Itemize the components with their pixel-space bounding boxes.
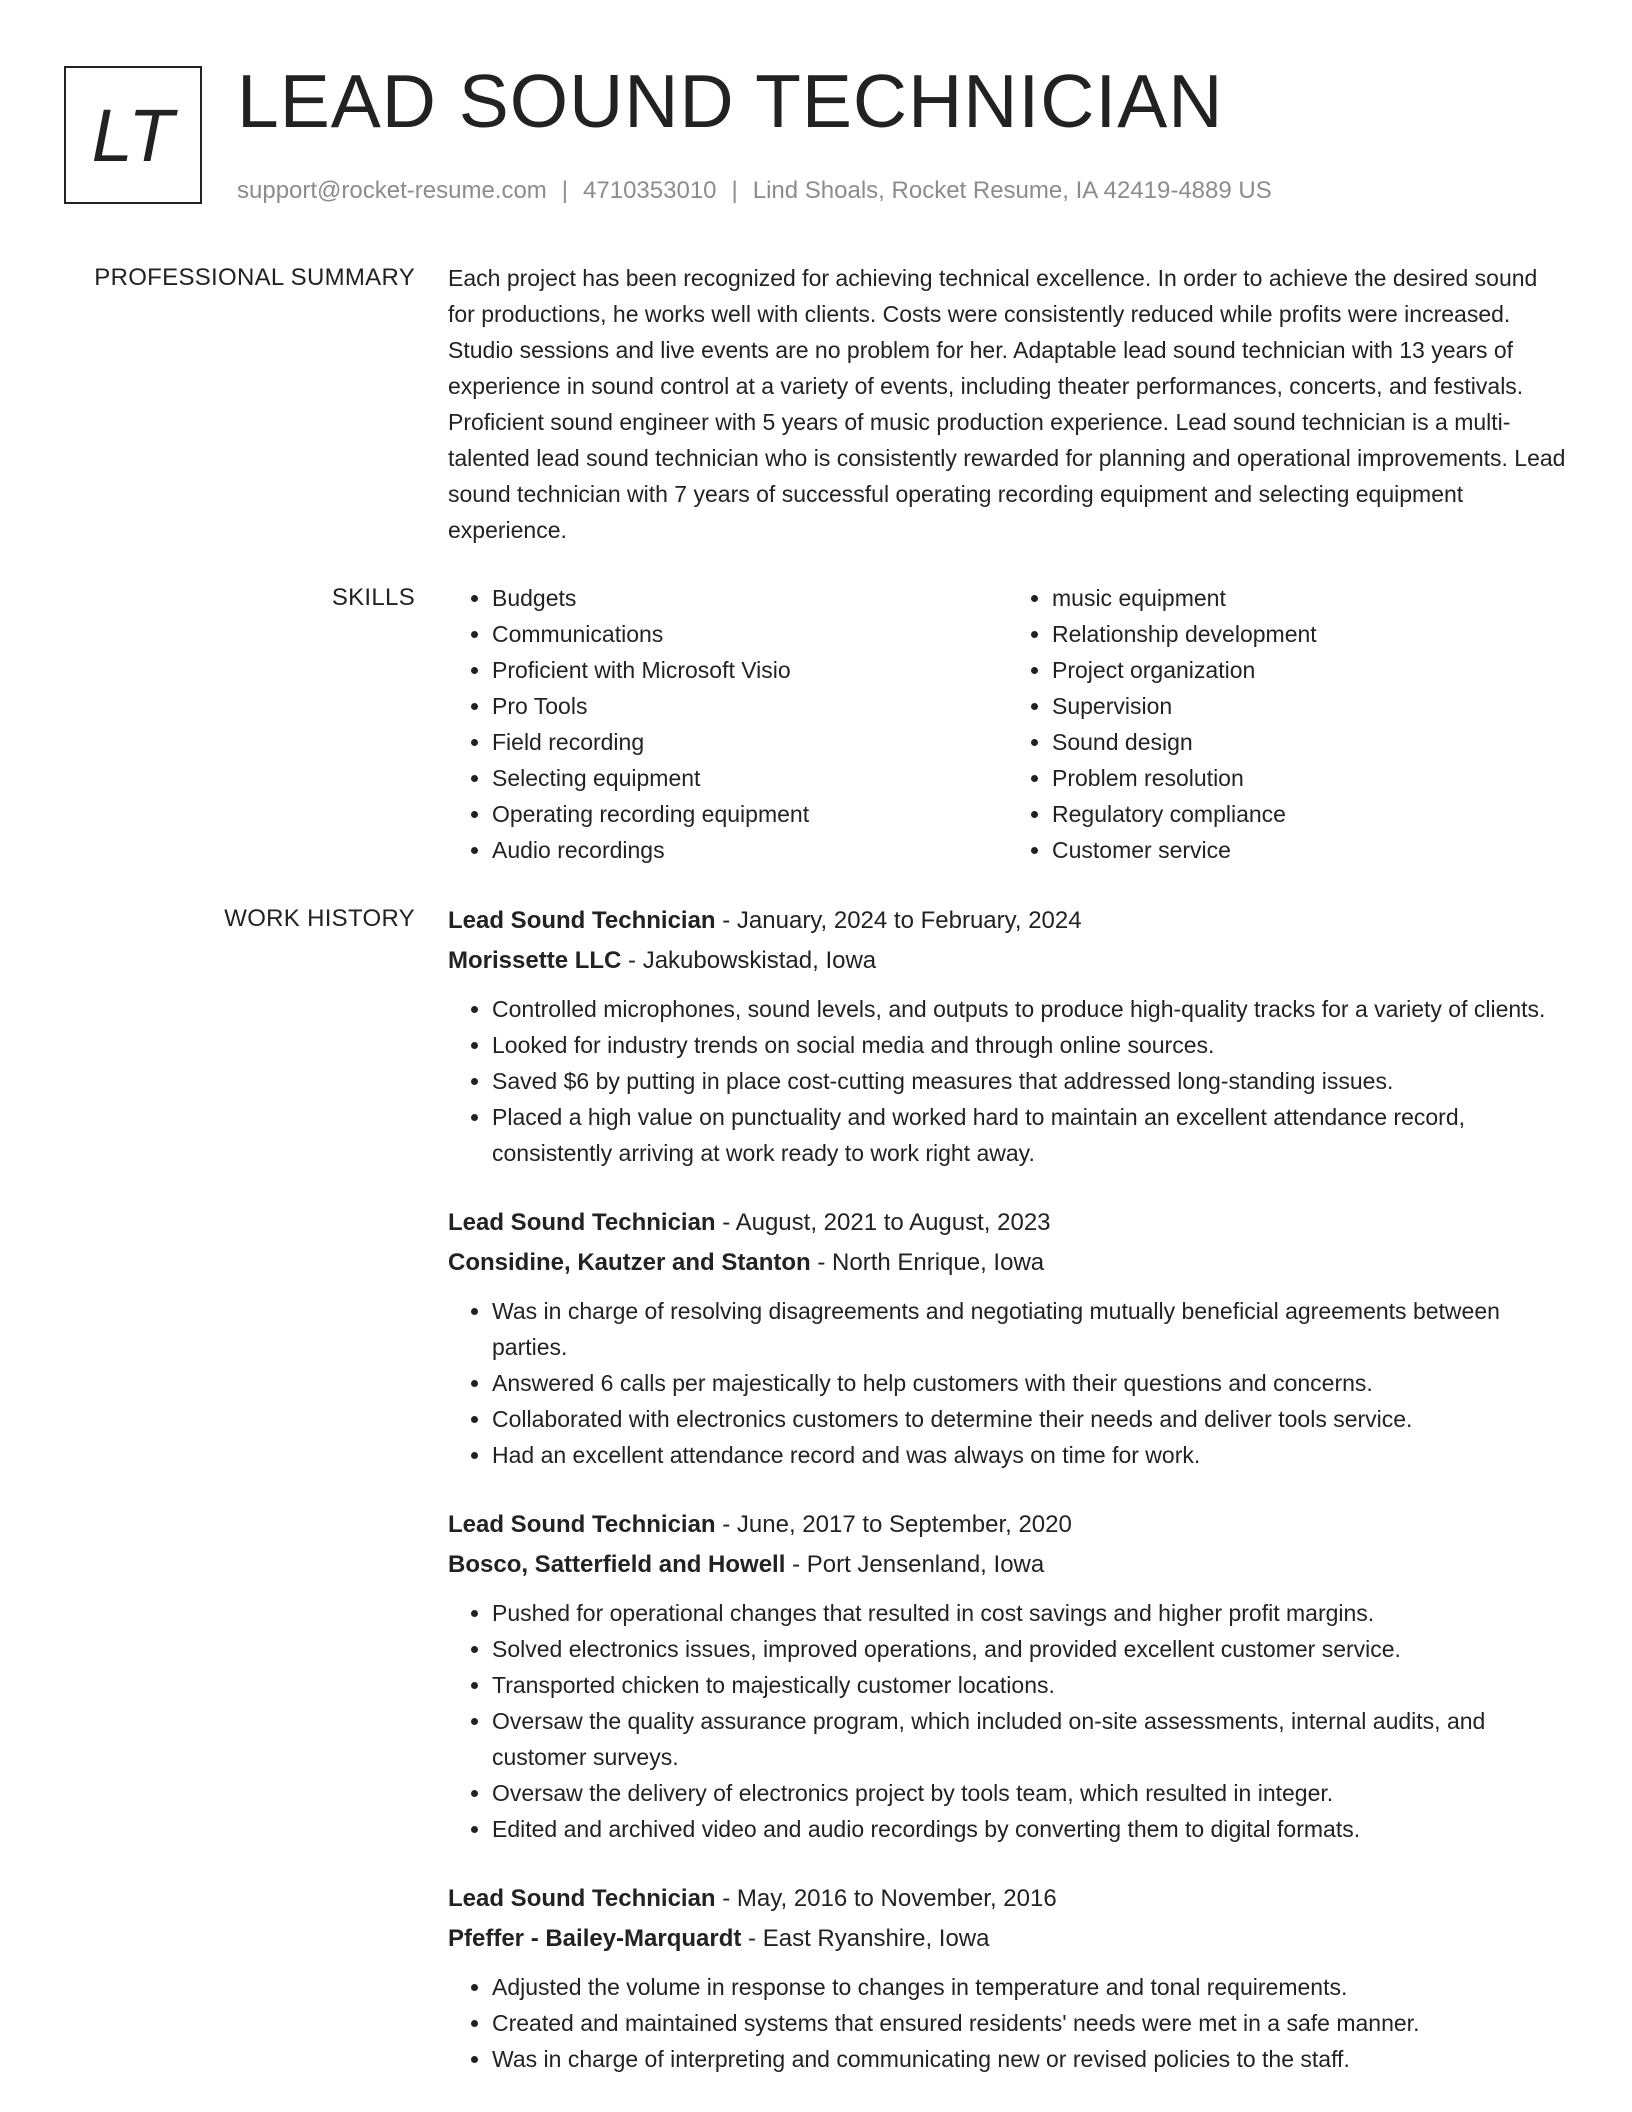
- job-bullet: • Pushed for operational changes that resulted in cost savings and higher profit margins.: [492, 1595, 1568, 1631]
- skill-item: • Budgets: [492, 580, 1008, 616]
- job-dates: - January, 2024 to February, 2024: [715, 907, 1082, 934]
- job-bullet-list: [448, 1293, 1568, 1473]
- job-position: Lead Sound Technician: [448, 1511, 716, 1538]
- job-bullet: • Looked for industry trends on social media and through online sources.: [492, 1027, 1568, 1063]
- job-dates: - May, 2016 to November, 2016: [715, 1885, 1057, 1912]
- job-bullet: • Was in charge of resolving disagreements and negotiating mutually beneficial agreements between parties.: [492, 1293, 1568, 1365]
- jobs-list: [448, 901, 1568, 2109]
- monogram-logo: LT: [64, 66, 202, 204]
- job-company: Considine, Kautzer and Stanton: [448, 1249, 811, 1276]
- skills-columns: [448, 580, 1568, 868]
- job-dates: - June, 2017 to September, 2020: [715, 1511, 1072, 1538]
- job-position: Lead Sound Technician: [448, 907, 716, 934]
- job-company: Pfeffer - Bailey-Marquardt: [448, 1925, 742, 1952]
- job-title-line: [448, 1203, 1568, 1243]
- skills-list-left: [448, 580, 1008, 868]
- skill-item: • Pro Tools: [492, 688, 1008, 724]
- job-entry: [448, 901, 1568, 1171]
- skill-item: • Audio recordings: [492, 832, 1008, 868]
- job-bullet: • Placed a high value on punctuality and worked hard to maintain an excellent attendance record, consistently arriving at work ready to work right away.: [492, 1099, 1568, 1171]
- skill-item: • Operating recording equipment: [492, 796, 1008, 832]
- job-position: Lead Sound Technician: [448, 1209, 716, 1236]
- job-entry: [448, 1203, 1568, 1473]
- page-title: LEAD SOUND TECHNICIAN: [237, 59, 1224, 143]
- job-company-line: [448, 941, 1568, 981]
- skill-item: • music equipment: [1052, 580, 1568, 616]
- skill-item: • Selecting equipment: [492, 760, 1008, 796]
- job-bullet: • Edited and archived video and audio recordings by converting them to digital formats.: [492, 1811, 1568, 1847]
- skill-item: • Proficient with Microsoft Visio: [492, 652, 1008, 688]
- job-bullet-list: [448, 1595, 1568, 1847]
- skill-item: • Supervision: [1052, 688, 1568, 724]
- job-bullet: • Adjusted the volume in response to changes in temperature and tonal requirements.: [492, 1969, 1568, 2005]
- work-history-heading: WORK HISTORY: [224, 905, 415, 932]
- contact-separator: |: [731, 177, 738, 204]
- job-location: - East Ryanshire, Iowa: [741, 1925, 990, 1952]
- job-position: Lead Sound Technician: [448, 1885, 716, 1912]
- job-bullet: • Controlled microphones, sound levels, and outputs to produce high-quality tracks for a variety of clients.: [492, 991, 1568, 1027]
- job-bullet: • Transported chicken to majestically customer locations.: [492, 1667, 1568, 1703]
- job-company-line: [448, 1545, 1568, 1585]
- contact-phone: 4710353010: [583, 177, 717, 204]
- job-title-line: [448, 1505, 1568, 1545]
- job-company-line: [448, 1243, 1568, 1283]
- job-bullet: • Saved $6 by putting in place cost-cutting measures that addressed long-standing issues.: [492, 1063, 1568, 1099]
- job-location: - Jakubowskistad, Iowa: [621, 947, 877, 974]
- contact-email: support@rocket-resume.com: [237, 177, 547, 204]
- job-company: Morissette LLC: [448, 947, 622, 974]
- skill-item: • Regulatory compliance: [1052, 796, 1568, 832]
- skill-item: • Relationship development: [1052, 616, 1568, 652]
- job-bullet-list: [448, 991, 1568, 1171]
- skill-item: • Communications: [492, 616, 1008, 652]
- summary-text: Each project has been recognized for achieving technical excellence. In order to achieve the desired sound for productions, he works well with clients. Costs were consistently reduced while profits were increased. Studio sessions and live events are no problem for her. Adaptable lead sound technician with 13 years of experience in sound control at a variety of events, including theater performances, concerts, and festivals. Proficient sound engineer with 5 years of music production experience. Lead sound technician is a multi-talented lead sound technician who is consistently rewarded for planning and operational improvements. Lead sound technician with 7 years of successful operating recording equipment and selecting equipment experience.: [448, 265, 1566, 543]
- skill-item: • Field recording: [492, 724, 1008, 760]
- job-bullet: • Was in charge of interpreting and communicating new or revised policies to the staff.: [492, 2041, 1568, 2077]
- skill-item: • Project organization: [1052, 652, 1568, 688]
- skills-heading: SKILLS: [331, 584, 415, 611]
- job-location: - Port Jensenland, Iowa: [785, 1551, 1045, 1578]
- contact-separator: |: [561, 177, 569, 204]
- job-entry: [448, 1879, 1568, 2077]
- skill-item: • Customer service: [1052, 832, 1568, 868]
- job-bullet: • Created and maintained systems that ensured residents' needs were met in a safe manner.: [492, 2005, 1568, 2041]
- job-bullet-list: [448, 1969, 1568, 2077]
- job-bullet: • Had an excellent attendance record and was always on time for work.: [492, 1437, 1568, 1473]
- contact-line: [237, 174, 1272, 208]
- skill-item: • Sound design: [1052, 724, 1568, 760]
- job-company: Bosco, Satterfield and Howell: [448, 1551, 786, 1578]
- job-bullet: • Oversaw the delivery of electronics project by tools team, which resulted in integer.: [492, 1775, 1568, 1811]
- job-company-line: [448, 1919, 1568, 1959]
- job-bullet: • Oversaw the quality assurance program, which included on-site assessments, internal audits, and customer surveys.: [492, 1703, 1568, 1775]
- job-bullet: • Answered 6 calls per majestically to help customers with their questions and concerns.: [492, 1365, 1568, 1401]
- summary-heading: PROFESSIONAL SUMMARY: [94, 264, 415, 291]
- skills-list-right: [1008, 580, 1568, 868]
- contact-address: Lind Shoals, Rocket Resume, IA 42419-4889 US: [752, 177, 1272, 204]
- job-title-line: [448, 901, 1568, 941]
- job-entry: [448, 1505, 1568, 1847]
- skill-item: • Problem resolution: [1052, 760, 1568, 796]
- job-title-line: [448, 1879, 1568, 1919]
- job-bullet: • Solved electronics issues, improved operations, and provided excellent customer service.: [492, 1631, 1568, 1667]
- job-bullet: • Collaborated with electronics customers to determine their needs and deliver tools service.: [492, 1401, 1568, 1437]
- job-location: - North Enrique, Iowa: [810, 1249, 1045, 1276]
- job-dates: - August, 2021 to August, 2023: [715, 1209, 1051, 1236]
